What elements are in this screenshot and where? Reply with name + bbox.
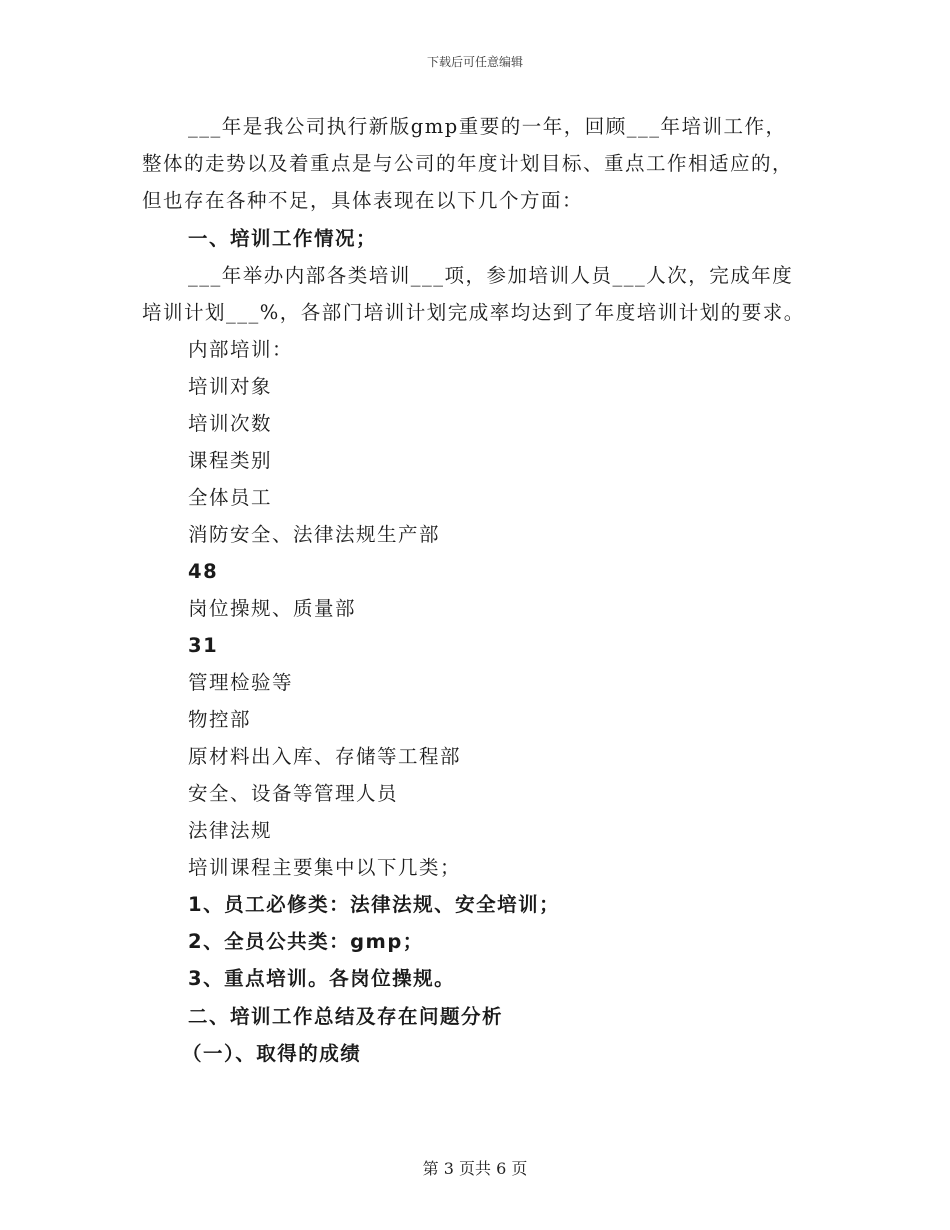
paragraph-line: 全体员工: [188, 486, 273, 509]
paragraph-line: 课程类别: [188, 449, 273, 472]
paragraph-line: 法律法规: [188, 819, 273, 842]
paragraph-line: 消防安全、法律法规生产部: [188, 523, 441, 546]
paragraph-line: ___年是我公司执行新版gmp重要的一年，回顾___年培训工作，: [188, 115, 787, 138]
page-footer: 第 3 页共 6 页: [422, 1159, 528, 1178]
subsection-heading: （一）、取得的成绩: [182, 1042, 362, 1065]
paragraph-line: 整体的走势以及着重点是与公司的年度计划目标、重点工作相适应的，: [142, 152, 794, 175]
number-value: 48: [188, 560, 219, 583]
paragraph-line: 培训对象: [188, 375, 273, 398]
paragraph-line: 但也存在各种不足，具体表现在以下几个方面：: [142, 189, 584, 212]
paragraph-line: 内部培训：: [188, 338, 294, 361]
paragraph-line: 物控部: [188, 708, 252, 731]
number-value: 31: [188, 634, 219, 657]
paragraph-line: 培训课程主要集中以下几类；: [188, 856, 462, 879]
paragraph-line: 培训次数: [188, 412, 273, 435]
paragraph-line: 管理检验等: [188, 671, 294, 694]
paragraph-line: 岗位操规、质量部: [188, 597, 357, 620]
paragraph-line: ___年举办内部各类培训___项，参加培训人员___人次，完成年度: [188, 264, 794, 287]
section-heading: 二、培训工作总结及存在问题分析: [188, 1005, 504, 1028]
paragraph-line: 培训计划___%，各部门培训计划完成率均达到了年度培训计划的要求。: [142, 301, 805, 324]
paragraph-line: 原材料出入库、存储等工程部: [188, 745, 462, 768]
list-item: 3、重点培训。各岗位操规。: [188, 967, 456, 990]
list-item: 1、员工必修类：法律法规、安全培训；: [188, 893, 561, 916]
page-header: 下载后可任意编辑: [426, 55, 523, 69]
section-heading: 一、培训工作情况；: [188, 227, 378, 250]
list-item: 2、全员公共类：gmp；: [188, 930, 424, 953]
paragraph-line: 安全、设备等管理人员: [188, 782, 399, 805]
